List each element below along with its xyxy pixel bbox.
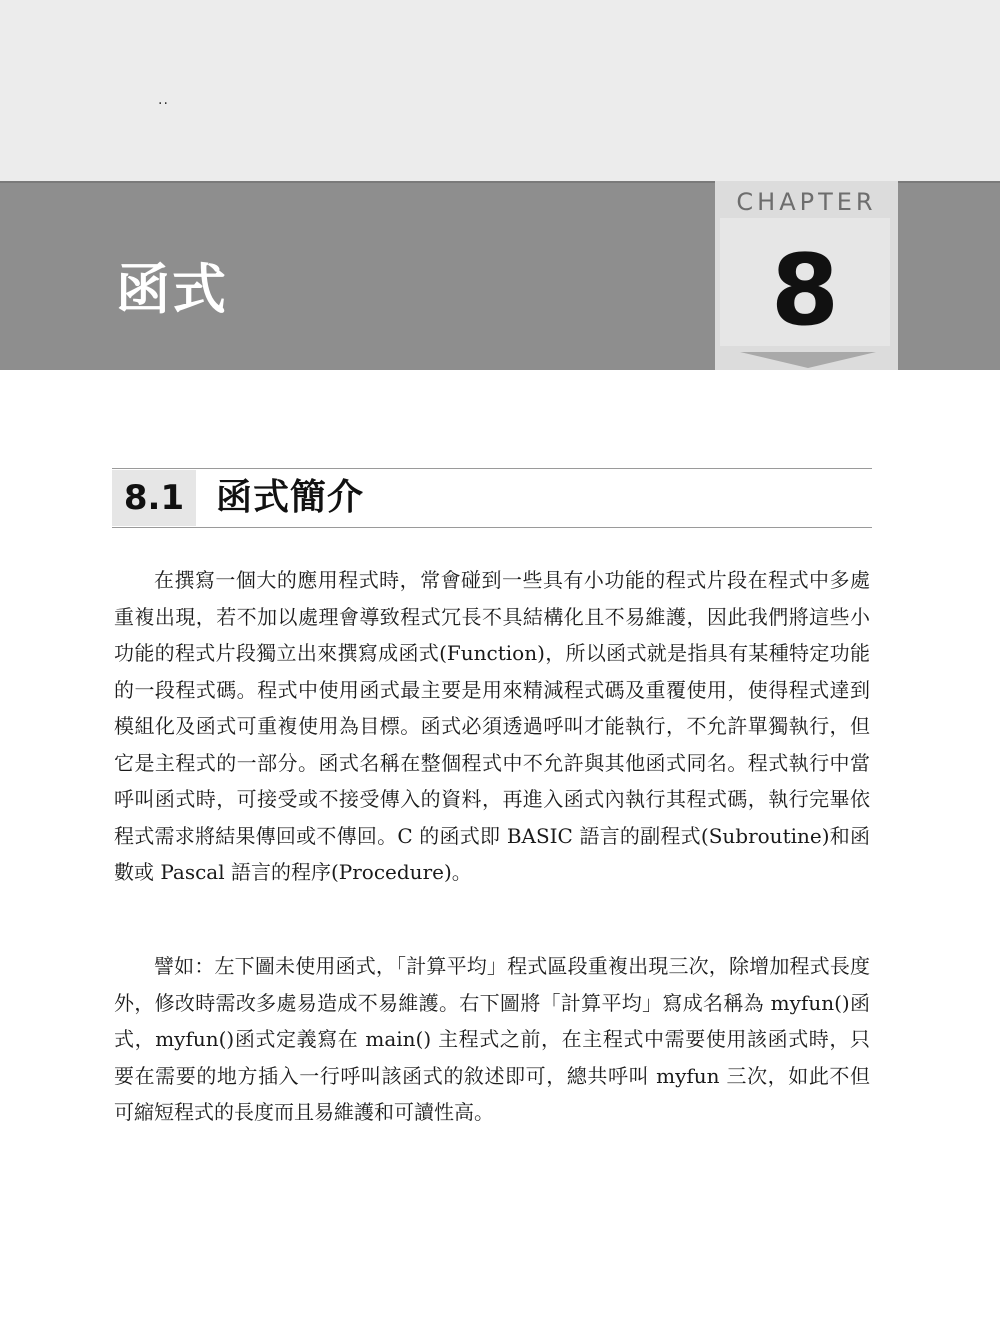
- section-title: 函式簡介: [216, 477, 365, 518]
- section-number: 8.1: [123, 478, 185, 518]
- chapter-label: CHAPTER: [736, 188, 877, 216]
- body-paragraph: 譬如：左下圖未使用函式，「計算平均」程式區段重複出現三次，除增加程式長度外，修改時需改多處易造成不易維護。右下圖將「計算平均」寫成名稱為 myfun()函式，myfun()函式定義寫在 main() 主程式之前，在主程式中需要使用該函式時，只要在需要的地方插入一行呼叫該函式的敘述即可，總共呼叫 myfun 三次，如此不但可縮短程式的長度而且易維護和可讀性高。: [114, 954, 870, 1124]
- header-band: [0, 0, 1000, 181]
- page-marker: ..: [158, 92, 169, 108]
- section-rule-bottom: [112, 527, 872, 528]
- chapter-title: 函式: [116, 258, 228, 321]
- chapter-number: 8: [770, 234, 840, 348]
- section-rule-top: [112, 468, 872, 469]
- body-paragraph: 在撰寫一個大的應用程式時，常會碰到一些具有小功能的程式片段在程式中多處重複出現，若不加以處理會導致程式冗長不具結構化且不易維護，因此我們將這些小功能的程式片段獨立出來撰寫成函式(Function)，所以函式就是指具有某種特定功能的一段程式碼。程式中使用函式最主要是用來精減程式碼及重覆使用，使得程式達到模組化及函式可重複使用為目標。函式必須透過呼叫才能執行，不允許單獨執行，但它是主程式的一部分。函式名稱在整個程式中不允許與其他函式同名。程式執行中當呼叫函式時，可接受或不接受傳入的資料，再進入函式內執行其程式碼，執行完畢依程式需求將結果傳回或不傳回。C 的函式即 BASIC 語言的副程式(Subroutine)和函數或 Pascal 語言的程序(Procedure)。: [114, 568, 870, 884]
- chapter-arrow-icon: [740, 352, 876, 368]
